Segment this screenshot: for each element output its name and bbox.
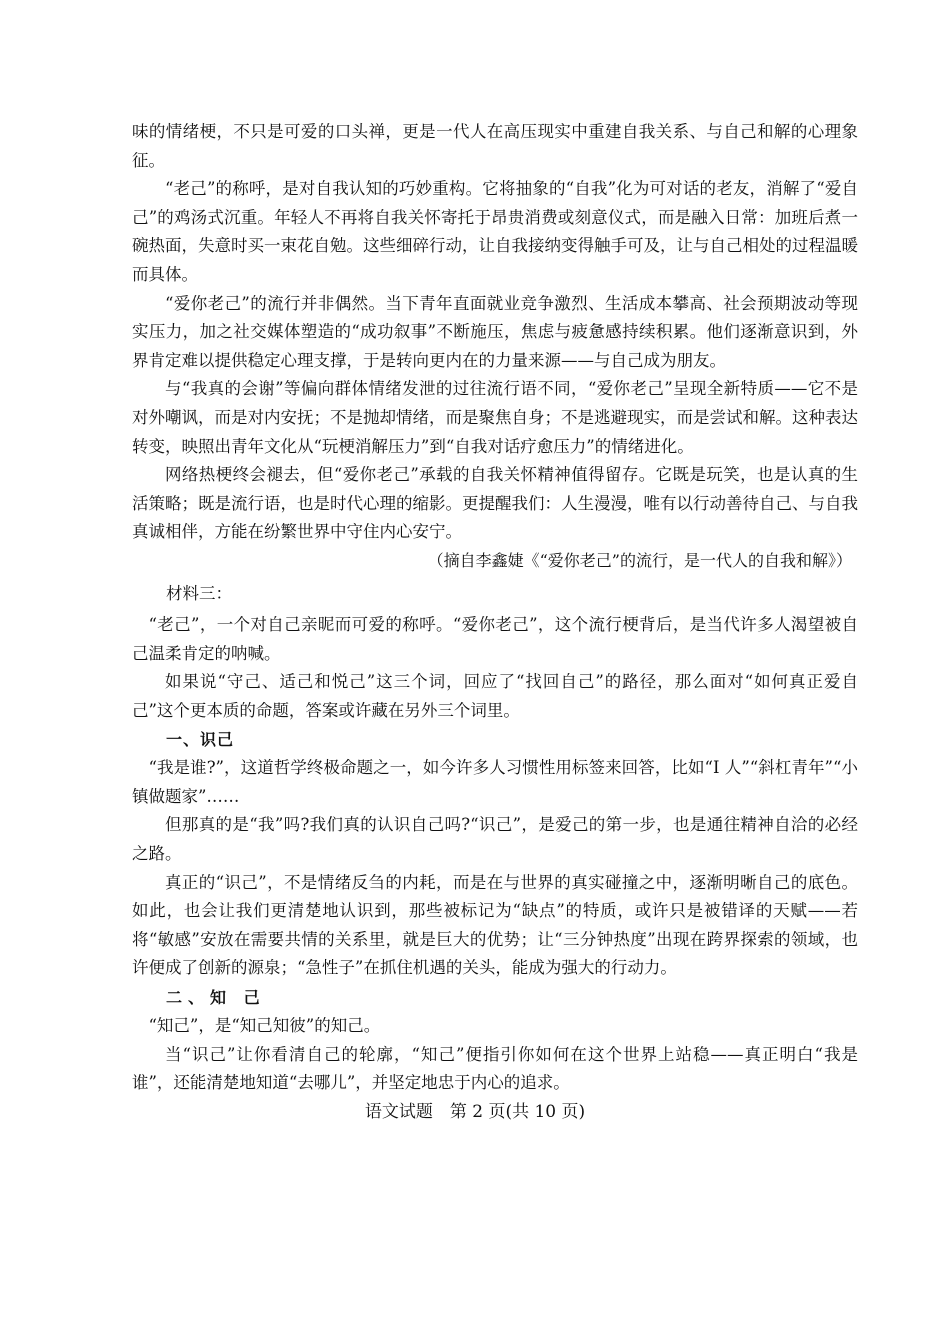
paragraph: “老己”的称呼，是对自我认知的巧妙重构。它将抽象的“自我”化为可对话的老友，消解了“爱自己”的鸡汤式沉重。年轻人不再将自我关怀寄托于昂贵消费或刻意仪式，而是融入日常：加班后煮一碗热面，失意时买一束花自勉。这些细碎行动，让自我接纳变得触手可及，让与自己相处的过程温暖而具体。 — [132, 179, 858, 284]
paragraph: 但那真的是“我”吗?我们真的认识自己吗?“识己”，是爱己的第一步，也是通往精神自洽的必经之路。 — [132, 815, 858, 864]
paragraph: “我是谁?”，这道哲学终极命题之一，如今许多人习惯性用标签来回答，比如“I 人”“斜杠青年”“小镇做题家”…… — [132, 758, 858, 806]
paragraph-continued: 味的情绪梗，不只是可爱的口头禅，更是一代人在高压现实中重建自我关系、与自己和解的心理象征。 — [132, 122, 858, 170]
paragraph: “爱你老己”的流行并非偶然。当下青年直面就业竞争激烈、生活成本攀高、社会预期波动等现实压力，加之社交媒体塑造的“成功叙事”不断施压，焦虑与疲惫感持续积累。他们逐渐意识到，外界肯定难以提供稳定心理支撑，于是转向更内在的力量来源——与自己成为朋友。 — [132, 293, 858, 370]
paragraph: 如果说“守己、适己和悦己”这三个词，回应了“找回自己”的路径，那么面对“如何真正爱自己”这个更本质的命题，答案或许藏在另外三个词里。 — [132, 672, 858, 720]
paragraph: 与“我真的会谢”等偏向群体情绪发泄的过往流行语不同，“爱你老己”呈现全新特质——它不是对外嘲讽，而是对内安抚；不是抛却情绪，而是聚焦自身；不是逃避现实，而是尝试和解。这种表达转变，映照出青年文化从“玩梗消解压力”到“自我对话疗愈压力”的情绪进化。 — [132, 379, 858, 456]
paragraph: 真正的“识己”，不是情绪反刍的内耗，而是在与世界的真实碰撞之中，逐渐明晰自己的底色。如此，也会让我们更清楚地认识到，那些被标记为“缺点”的特质，或许只是被错译的天赋——若将“敏感”安放在需要共情的关系里，就是巨大的优势；让“三分钟热度”出现在跨界探索的领域，也许便成了创新的源泉；“急性子”在抓住机遇的关头，能成为强大的行动力。 — [132, 872, 858, 978]
page-footer: 语文试题 第 2 页(共 10 页) — [364, 1102, 586, 1122]
section-heading: 一、识己 — [166, 730, 235, 750]
page-content — [132, 118, 858, 1098]
paragraph: “知己”，是“知己知彼”的知己。 — [148, 1016, 381, 1036]
material-label: 材料三： — [166, 583, 232, 603]
section-heading: 二、知 己 — [166, 988, 266, 1008]
paragraph: “老己”，一个对自己亲昵而可爱的称呼。“爱你老己”，这个流行梗背后，是当代许多人渴望被自己温柔肯定的呐喊。 — [132, 614, 858, 663]
source-citation: （摘自李鑫婕《“爱你老己”的流行，是一代人的自我和解》） — [427, 550, 852, 570]
paragraph: 网络热梗终会褪去，但“爱你老己”承载的自我关怀精神值得留存。它既是玩笑，也是认真的生活策略；既是流行语，也是时代心理的缩影。更提醒我们：人生漫漫，唯有以行动善待自己、与自我真诚相伴，方能在纷繁世界中守住内心安宁。 — [132, 465, 858, 542]
paragraph: 当“识己”让你看清自己的轮廓，“知己”便指引你如何在这个世界上站稳——真正明白“我是谁”，还能清楚地知道“去哪儿”，并坚定地忠于内心的追求。 — [132, 1044, 858, 1093]
